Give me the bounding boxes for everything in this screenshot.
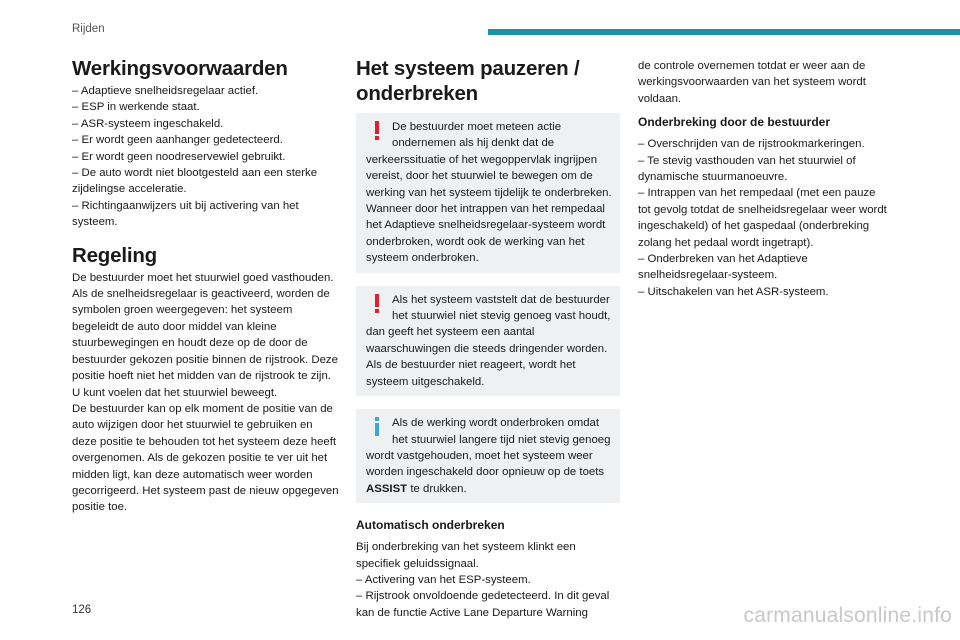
info-icon (370, 417, 384, 437)
section-title: Rijden (72, 23, 105, 35)
conditions-list (72, 83, 340, 231)
driver-interruption-list (638, 136, 888, 300)
list-item: – Richtingaanwijzers uit bij activering van het systeem. (72, 199, 299, 229)
list-item: – Uitschakelen van het ASR-systeem. (638, 285, 829, 298)
assist-key-label: ASSIST (366, 482, 408, 495)
warning-note-1 (356, 113, 620, 273)
list-item: – Rijstrook onvoldoende gedetecteerd. In dit geval kan de functie Active Lane Departure Warning (356, 590, 610, 619)
list-item: – Adaptieve snelheidsregelaar actief. (72, 85, 259, 97)
list-item: – ESP in werkende staat. (72, 101, 200, 114)
warning-note-2 (356, 286, 620, 396)
auto-text (356, 539, 620, 621)
warning-exclamation-icon (370, 294, 384, 314)
column-2 (356, 56, 620, 621)
header-accent-bar (488, 29, 960, 35)
list-item: – Intrappen van het rempedaal (met een pauze tot gevolg totdat de snelheidsregelaar weer wordt ingeschakeld) of het gaspedaal (onderbreking zolang het pedaal wordt ingetrapt). (638, 187, 887, 249)
list-item: – Activering van het ESP-systeem. (356, 573, 531, 586)
paragraph: De bestuurder kan op elk moment de positie van de auto wijzigen door het stuurwiel te gebruiken en deze positie te behouden tot het systeem deze heeft overgenomen. Als de gekozen positie te ver uit het midden ligt, kan deze automatisch weer worden gecorrigeerd. Het systeem past de nieuw opgegeven positie toe. (72, 402, 339, 514)
warning-exclamation-icon (370, 121, 384, 141)
info-text: Als de werking wordt onderbroken omdat het stuurwiel langere tijd niet stevig genoeg wordt vastgehouden, moet het systeem weer worden ingeschakeld door opnieuw op de toets ASSIST te drukken. (366, 417, 611, 495)
regeling-text (72, 270, 340, 516)
list-item: – Overschrijden van de rijstrookmarkeringen. (638, 138, 865, 151)
warning-text: Als het systeem vaststelt dat de bestuurder het stuurwiel niet stevig genoeg vast houdt, dan geeft het systeem een aantal waarschuwingen die steeds dringender worden. Als de bestuurder niet reageert, wordt het systeem uitgeschakeld. (366, 293, 611, 388)
heading-systeem-pauzeren: Het systeem pauzeren / onderbreken (356, 57, 580, 105)
paragraph: Als de snelheidsregelaar is geactiveerd, worden de symbolen groen weergegeven: het systeem begeleidt de auto door middel van kleine stuurbewegingen en houdt deze op de door de bestuurder gekozen positie binnen de rijstrook. Deze positie hoeft niet het midden van de rijstrook te zijn. (72, 288, 338, 383)
paragraph: De bestuurder moet het stuurwiel goed vasthouden. (72, 271, 334, 284)
paragraph: U kunt voelen dat het stuurwiel beweegt. (72, 386, 278, 399)
column-1 (72, 56, 340, 516)
list-item: – De auto wordt niet blootgesteld aan een sterke zijdelingse acceleratie. (72, 167, 318, 196)
page-number: 126 (72, 604, 92, 616)
paragraph: Bij onderbreking van het systeem klinkt een specifiek geluidssignaal. (356, 541, 576, 570)
subheading-automatisch-onderbreken: Automatisch onderbreken (356, 518, 505, 533)
warning-text: De bestuurder moet meteen actie ondernemen als hij denkt dat de verkeerssituatie of het wegoppervlak ingrijpen vereist, door het stuurwiel te bewegen om de werking van het systeem tijdelijk te onderbreken. Wanneer door het intrappen van het rempedaal het Adaptieve snelheidsregelaar-systeem wordt onderbroken, wordt ook de werking van het systeem onderbroken. (366, 121, 612, 265)
list-item: – Te stevig vasthouden van het stuurwiel of dynamische stuurmanoeuvre. (638, 154, 856, 184)
list-item: – Er wordt geen aanhanger gedetecteerd. (72, 134, 283, 147)
watermark-text: carmanualsonline.info (743, 604, 952, 627)
heading-werkingsvoorwaarden: Werkingsvoorwaarden (72, 57, 288, 80)
list-item: – Er wordt geen noodreservewiel gebruikt. (72, 150, 286, 163)
list-item: – ASR-systeem ingeschakeld. (72, 117, 224, 130)
list-item: – Onderbreken van het Adaptieve snelheidsregelaar-systeem. (638, 253, 808, 282)
column-3 (638, 58, 888, 300)
heading-regeling: Regeling (72, 243, 157, 267)
info-note (356, 409, 620, 503)
subheading-onderbreking-bestuurder: Onderbreking door de bestuurder (638, 115, 831, 130)
continuation-text: de controle overnemen totdat er weer aan de werkingsvoorwaarden van het systeem wordt voldaan. (638, 60, 866, 105)
